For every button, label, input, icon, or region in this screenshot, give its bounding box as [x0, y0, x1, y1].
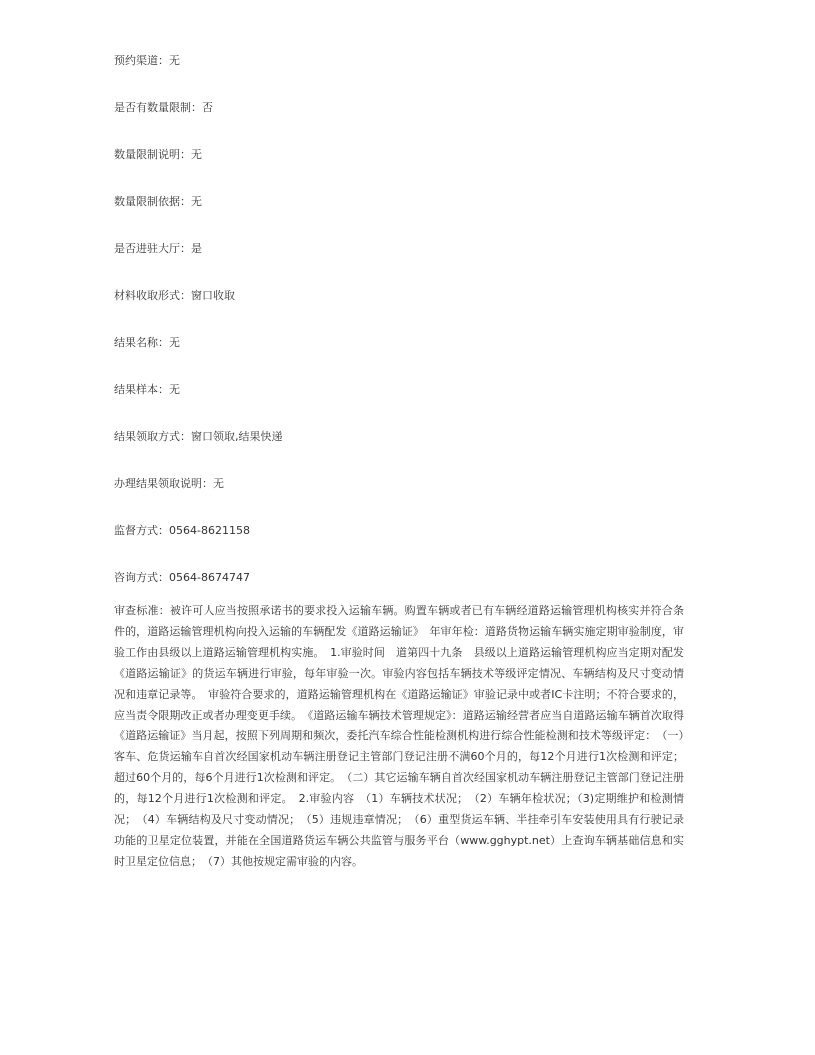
field-result-collection-method: 结果领取方式：窗口领取,结果快递 [114, 430, 283, 443]
field-result-collection-note: 办理结果领取说明：无 [114, 477, 224, 490]
field-quantity-limit-description: 数量限制说明：无 [114, 148, 202, 161]
field-result-name: 结果名称：无 [114, 336, 180, 349]
field-material-collection-form: 材料收取形式：窗口收取 [114, 289, 235, 302]
field-supervision-phone: 监督方式：0564-8621158 [114, 524, 250, 537]
field-consultation-phone: 咨询方式：0564-8674747 [114, 571, 250, 584]
field-quantity-limit-basis: 数量限制依据：无 [114, 195, 202, 208]
field-result-sample: 结果样本：无 [114, 383, 180, 396]
review-standard-paragraph: 审查标准：被许可人应当按照承诺书的要求投入运输车辆。购置车辆或者已有车辆经道路运输管理机构核实并符合条件的，道路运输管理机构向投入运输的车辆配发《道路运输证》 年审年检：道路货物运输车辆实施定期审验制度，审验工作由县级以上道路运输管理机构实施。 1.审验时间 道第四十九条 县级以上道路运输管理机构应当定期对配发《道路运输证》的货运车辆进行审验，每年审验一次。审验内容包括车辆技术等级评定情况、车辆结构及尺寸变动情况和违章记录等。 审验符合要求的，道路运输管理机构在《道路运输证》审验记录中或者IC卡注明；不符合要求的，应当责令限期改正或者办理变更手续。 《道路运输车辆技术管理规定》：道路运输经营者应当自道路运输车辆首次取得《道路运输证》当月起，按照下列周期和频次，委托汽车综合性能检测机构进行综合性能检测和技术等级评定： （一）客车、危货运输车自首次经国家机动车辆注册登记主管部门登记注册不满60个月的，每12个月进行1次检测和评定；超过60个月的，每6个月进行1次检测和评定。 （二）其它运输车辆自首次经国家机动车辆注册登记主管部门登记注册的，每12个月进行1次检测和评定。 2.审验内容 （1）车辆技术状况； （2）车辆年检状况；（3)定期维护和检测情况； （4）车辆结构及尺寸变动情况； （5）违规违章情况； （6）重型货运车辆、半挂牵引车安装使用具有行驶记录功能的卫星定位装置，并能在全国道路货运车辆公共监管与服务平台（www.gghypt.net）上查询车辆基础信息和实时卫星定位信息； （7）其他按规定需审验的内容。 [114, 604, 684, 868]
field-booking-channel: 预约渠道：无 [114, 54, 180, 67]
field-quantity-limit: 是否有数量限制：否 [114, 101, 213, 114]
field-in-service-hall: 是否进驻大厅：是 [114, 242, 202, 255]
